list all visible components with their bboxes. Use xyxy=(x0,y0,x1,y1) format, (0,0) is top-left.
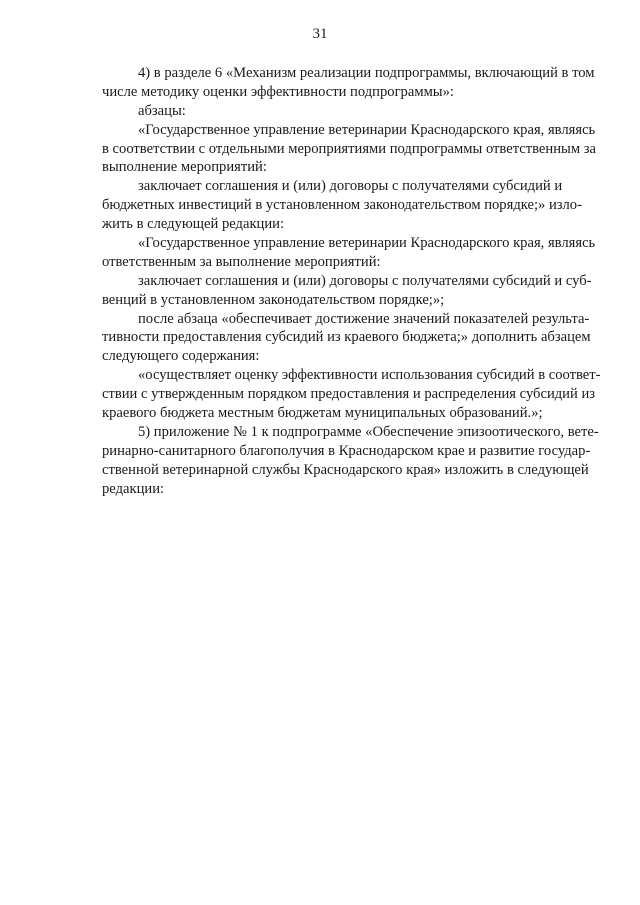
paragraph xyxy=(102,121,596,178)
document-body xyxy=(102,64,601,498)
text-line: бюджетных инвестиций в установленном законодательством порядке;» изло- xyxy=(102,197,582,214)
text-line: следующего содержания: xyxy=(102,348,260,365)
paragraph xyxy=(102,366,601,423)
text-line: тивности предоставления субсидий из краевого бюджета;» дополнить абзацем xyxy=(102,329,591,346)
text-line: заключает соглашения и (или) договоры с получателями субсидий и суб- xyxy=(138,272,592,289)
paragraph xyxy=(102,102,532,121)
text-line: 5) приложение № 1 к подпрограмме «Обеспечение эпизоотического, вете- xyxy=(138,423,599,440)
text-line: выполнение мероприятий: xyxy=(102,159,267,176)
text-line: ствии с утвержденным порядком предоставления и распределения субсидий из xyxy=(102,386,596,403)
text-line: ответственным за выполнение мероприятий: xyxy=(102,253,381,270)
page-number: 31 xyxy=(312,26,328,42)
text-line: венций в установленном законодательством порядке;»; xyxy=(102,291,445,308)
paragraph xyxy=(102,272,592,310)
text-line: редакции: xyxy=(102,480,165,497)
paragraph xyxy=(102,177,582,234)
text-line: 4) в разделе 6 «Механизм реализации подпрограммы, включающий в том xyxy=(138,65,595,81)
text-line: «Государственное управление ветеринарии Краснодарского края, являясь xyxy=(138,235,596,252)
text-line: «Государственное управление ветеринарии Краснодарского края, являясь xyxy=(138,121,596,138)
paragraph xyxy=(102,64,595,102)
text-line: числе методику оценки эффективности подпрограммы»: xyxy=(102,83,454,100)
text-line: после абзаца «обеспечивает достижение значений показателей результа- xyxy=(138,310,590,327)
text-line: ринарно-санитарного благополучия в Краснодарском крае и развитие государ- xyxy=(102,442,591,459)
text-line: жить в следующей редакции: xyxy=(102,216,285,233)
paragraph xyxy=(102,234,596,272)
text-line: заключает соглашения и (или) договоры с получателями субсидий и xyxy=(138,178,563,195)
paragraph xyxy=(102,310,591,367)
text-line: ственной ветеринарной службы Краснодарского края» изложить в следующей xyxy=(102,461,589,478)
text-line: краевого бюджета местным бюджетам муниципальных образований.»; xyxy=(102,405,543,422)
text-line: в соответствии с отдельными мероприятиями подпрограммы ответственным за xyxy=(102,140,596,157)
text-line: «осуществляет оценку эффективности использования субсидий в соответ- xyxy=(138,367,601,384)
paragraph xyxy=(102,423,599,499)
text-line: абзацы: xyxy=(138,102,186,119)
